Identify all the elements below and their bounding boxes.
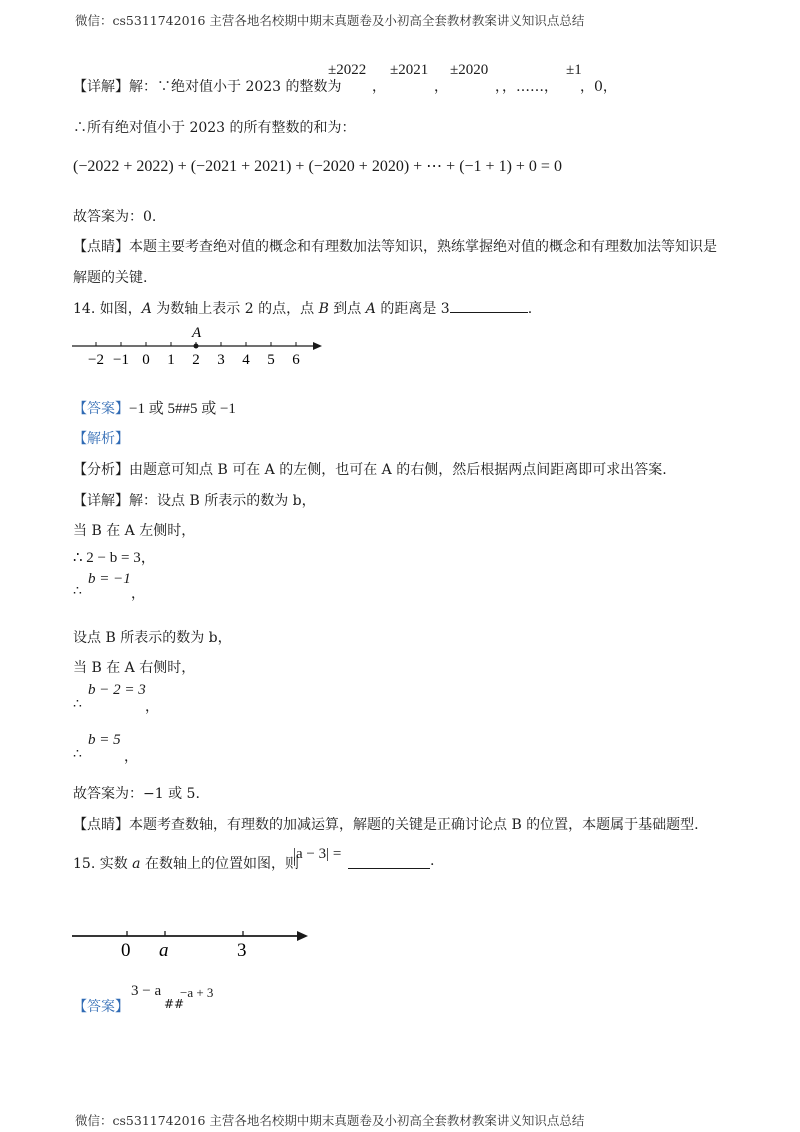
tick-label: −1 [113, 352, 129, 368]
therefore-symbol: ∴ [73, 583, 82, 599]
q15-answer-separator: ## [164, 997, 185, 1011]
q13-zero: ，0， [580, 79, 617, 95]
q14-var: A [365, 301, 376, 317]
axis-arrow [297, 931, 308, 941]
q14-analysis: 【分析】由题意可知点 B 可在 A 的左侧，也可在 A 的右侧，然后根据两点间距离即可求出答案. [73, 462, 667, 478]
q14-var: A [141, 301, 152, 317]
tick-label: 6 [292, 352, 300, 368]
q14-case2: 当 B 在 A 右侧时， [73, 660, 196, 676]
q14-case1: 当 B 在 A 左侧时， [73, 523, 196, 539]
axis-arrow [313, 342, 322, 350]
answer-tag: 【答案】 [73, 401, 129, 417]
q13-value-2022: ±2022 [328, 62, 367, 78]
q14-detail2: 设点 B 所表示的数为 b， [73, 630, 232, 646]
q14-stem-text: 14. 如图， [73, 301, 142, 317]
q14-stem-end: . [527, 301, 533, 317]
point-a-label: A [192, 325, 202, 341]
tick-label: −2 [88, 352, 104, 368]
q13-comment: 【点睛】本题主要考查绝对值的概念和有理数加法等知识，熟练掌握绝对值的概念和有理数加法等知识是 [73, 239, 717, 255]
q13-comment-cont: 解题的关键. [73, 270, 148, 286]
q15-answer-2: −a + 3 [180, 985, 214, 1000]
q13-detail-prefix: 【详解】解：∵绝对值小于 2023 的整数为 [73, 79, 342, 95]
therefore-symbol: ∴ [73, 746, 82, 762]
q14-eq3-line [73, 696, 82, 712]
q14-detail1: 【详解】解：设点 B 所表示的数为 b， [73, 493, 316, 509]
q14-stem-text: 为数轴上表示 2 的点，点 [151, 301, 319, 317]
q14-stem-text: 的距离是 3 [375, 301, 450, 317]
q15-stem-text: 在数轴上的位置如图，则 [140, 856, 299, 872]
q14-comma: ， [145, 699, 159, 715]
q13-value-1: ±1 [566, 62, 582, 78]
q14-var: B [318, 301, 329, 317]
q14-answer: 故答案为：−1 或 5. [73, 786, 200, 802]
q14-eq4-line [73, 746, 82, 762]
q13-comma: ， [372, 79, 386, 95]
q14-number-line [70, 322, 330, 372]
q13-equation: (−2022 + 2022) + (−2021 + 2021) + (−2020 + 2020) + ⋯ + (−1 + 1) + 0 = 0 [73, 158, 562, 175]
page-header: 微信：cs5311742016 主营各地名校期中期末真题卷及小初高全套教材教案讲义知识点总结 [75, 13, 585, 28]
q14-stem [73, 298, 532, 318]
q14-eq2: b = −1 [88, 571, 131, 587]
q15-abs-expression: |a − 3| = [293, 846, 342, 862]
q13-comma: ， [434, 79, 448, 95]
q14-eq3: b − 2 = 3 [88, 682, 146, 698]
tick-label: 3 [217, 352, 225, 368]
q14-comma: ， [131, 586, 145, 602]
q14-eq4: b = 5 [88, 732, 121, 748]
q15-stem [73, 853, 299, 873]
tick-label: 2 [192, 352, 200, 368]
q15-var: a [132, 856, 141, 872]
q15-stem-end: . [430, 853, 435, 869]
analysis-tag: 【解析】 [73, 431, 129, 447]
q13-value-2020: ±2020 [450, 62, 489, 78]
answer-tag: 【答案】 [73, 999, 129, 1015]
q13-commas: ，，……， [495, 79, 558, 95]
tick-label: 0 [142, 352, 150, 368]
q13-answer: 故答案为：0. [73, 209, 157, 225]
answer-blank [348, 856, 430, 869]
q14-answer-text: −1 或 5##5 或 −1 [129, 401, 236, 417]
q14-comment: 【点睛】本题考查数轴，有理数的加减运算，解题的关键是正确讨论点 B 的位置，本题属于基础题型. [73, 817, 699, 833]
answer-blank [450, 300, 528, 313]
q14-comma: ， [124, 749, 138, 765]
q14-stem-text: 到点 [328, 301, 366, 317]
q15-number-line [70, 920, 315, 965]
q13-detail-line [73, 76, 342, 96]
label-a: a [159, 940, 169, 961]
q15-answer-1: 3 − a [131, 983, 162, 999]
q14-eq1: ∴ 2 − b = 3， [73, 550, 156, 566]
q13-sum-line: ∴所有绝对值小于 2023 的所有整数的和为： [73, 120, 356, 136]
tick-label: 4 [242, 352, 250, 368]
label-0: 0 [121, 940, 131, 961]
q14-eq2-line [73, 583, 82, 599]
tick-label: 5 [267, 352, 275, 368]
q15-stem-text: 15. 实数 [73, 856, 133, 872]
label-3: 3 [237, 940, 247, 961]
q13-value-2021: ±2021 [390, 62, 429, 78]
tick-label: 1 [167, 352, 175, 368]
therefore-symbol: ∴ [73, 696, 82, 712]
page-footer: 微信：cs5311742016 主营各地名校期中期末真题卷及小初高全套教材教案讲义知识点总结 [75, 1113, 585, 1128]
q14-answer-line [73, 397, 236, 418]
